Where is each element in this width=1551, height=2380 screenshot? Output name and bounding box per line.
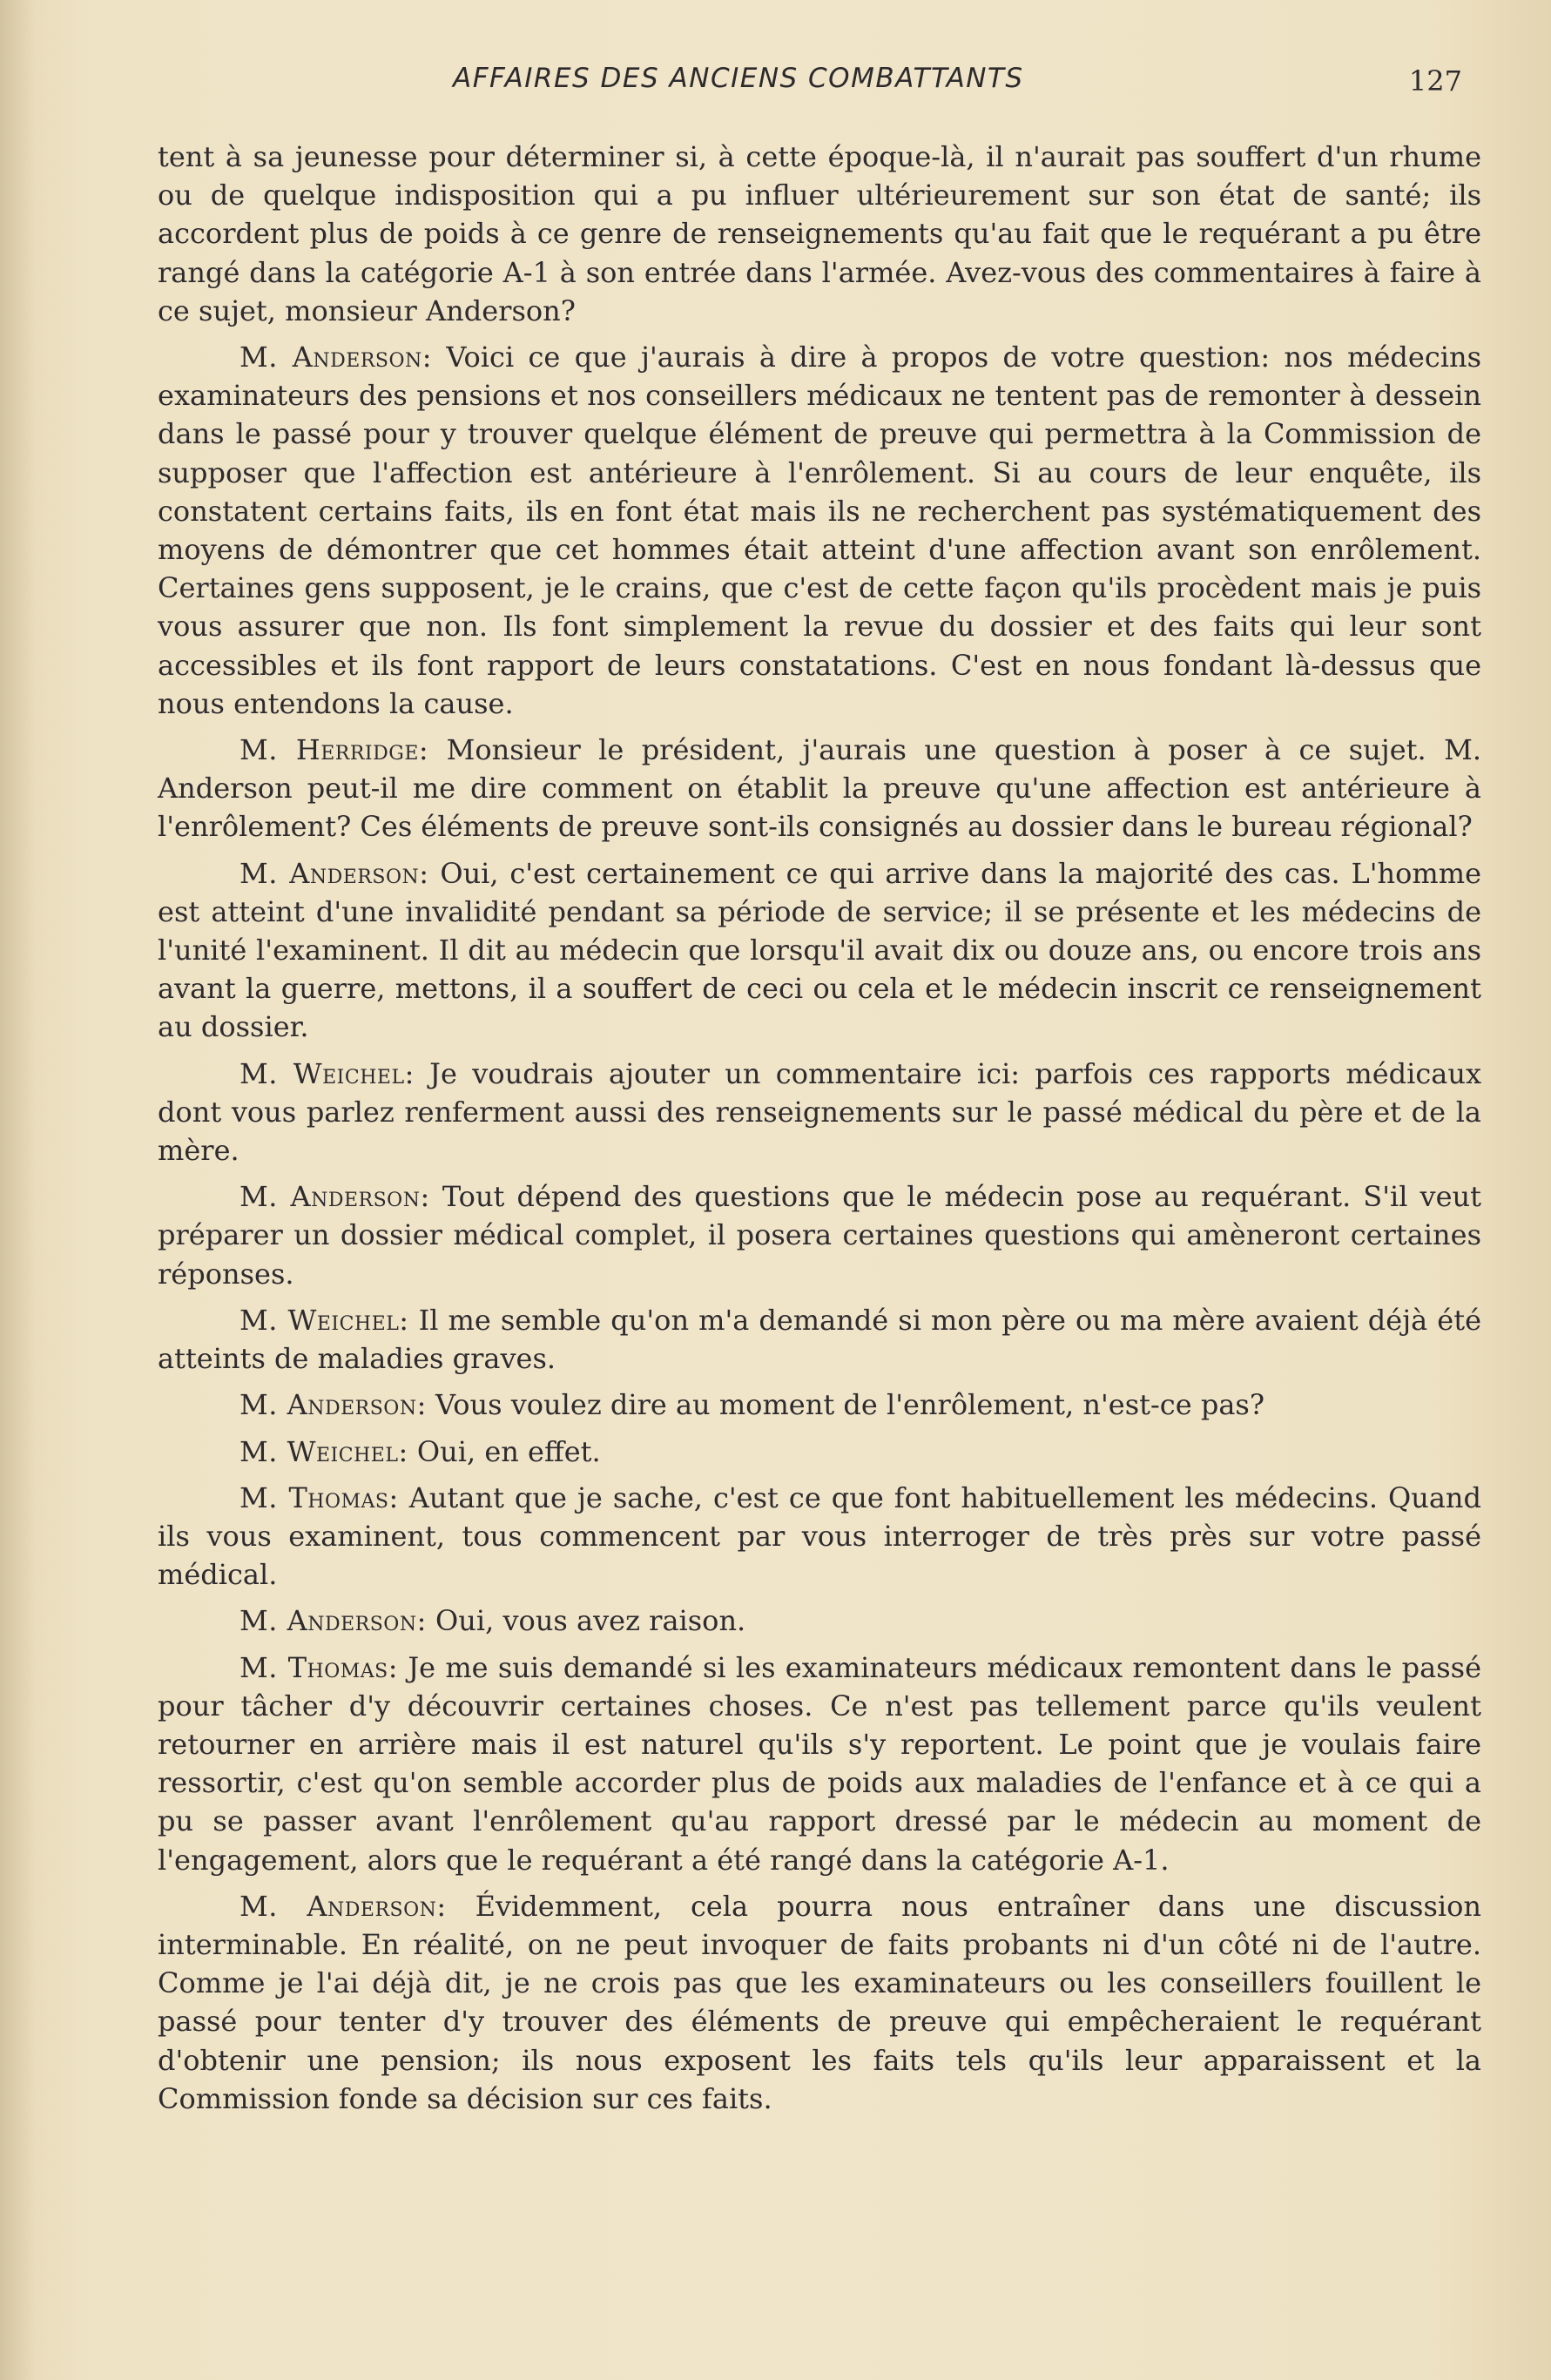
speaker-name: M. Weichel:	[239, 1303, 409, 1337]
paragraph	[158, 854, 1481, 1047]
paragraph	[158, 1177, 1481, 1293]
speaker-name: M. Anderson:	[239, 1604, 427, 1638]
paragraph	[158, 1479, 1481, 1595]
speaker-name: M. Anderson:	[239, 1889, 447, 1923]
speaker-name: M. Anderson:	[239, 1388, 427, 1422]
speaker-name: M. Anderson:	[239, 1180, 430, 1214]
paragraph	[158, 138, 1481, 330]
paragraph-text: Tout dépend des questions que le médecin pose au requérant. S'il veut préparer un dossier médical complet, il posera certaines questions qui amèneront certaines réponses.	[158, 1180, 1482, 1291]
paragraph	[158, 1601, 1481, 1640]
paragraph	[158, 338, 1481, 723]
paragraph-text: Oui, vous avez raison.	[435, 1604, 746, 1638]
speaker-name: M. Anderson:	[239, 340, 433, 374]
speaker-name: M. Weichel:	[239, 1434, 408, 1468]
speaker-name: M. Thomas:	[239, 1480, 399, 1514]
page-edge-shadow	[0, 0, 35, 2380]
paragraph	[158, 1433, 1481, 1471]
paragraph-text: Oui, en effet.	[416, 1434, 601, 1468]
speaker-name: M. Herridge:	[239, 733, 429, 767]
paragraph-text: Je voudrais ajouter un commentaire ici: parfois ces rapports médicaux dont vous parlez renferment aussi des renseignements sur le passé médical du père et de la mère.	[158, 1056, 1482, 1168]
paragraph	[158, 1386, 1481, 1424]
speaker-name: M. Anderson:	[239, 856, 429, 890]
paragraph-text: Oui, c'est certainement ce qui arrive dans la majorité des cas. L'homme est atteint d'une invalidité pendant sa période de service; il se présente et les médecins de l'unité l'examinent. Il dit au médecin que lorsqu'il avait dix ou douze ans, ou encore trois ans avant la guerre, mettons, il a souffert de ceci ou cela et le médecin inscrit ce renseignement au dossier.	[158, 856, 1482, 1044]
paragraph	[158, 1648, 1481, 1879]
page-number: 127	[1408, 64, 1462, 98]
paragraph-text: Voici ce que j'aurais à dire à propos de votre question: nos médecins examinateurs des pensions et nos conseillers médicaux ne tentent pas de remonter à dessein dans le passé pour y trouver quelque élément de preuve qui permettra à la Commission de supposer que l'affection est antérieure à l'enrôlement. Si au cours de leur enquête, ils constatent certains faits, ils en font état mais ils ne recherchent pas systématiquement des moyens de démontrer que cet hommes était atteint d'une affection avant son enrôlement. Certaines gens supposent, je le crains, que c'est de cette façon qu'ils procèdent mais je puis vous assurer que non. Ils font simplement la revue du dossier et des faits qui leur sont accessibles et ils font rapport de leurs constatations. C'est en nous fondant là-dessus que nous entendons la cause.	[158, 340, 1482, 720]
paragraph	[158, 1055, 1481, 1170]
paragraph	[158, 1301, 1481, 1378]
body-text	[158, 138, 1481, 2126]
paragraph-text: Monsieur le président, j'aurais une question à poser à ce sujet. M. Anderson peut-il me dire comment on établit la preuve qu'une affection est antérieure à l'enrôlement? Ces éléments de preuve sont-ils consignés au dossier dans le bureau régional?	[158, 733, 1482, 844]
paragraph-text: Je me suis demandé si les examinateurs médicaux remontent dans le passé pour tâcher d'y découvrir certaines choses. Ce n'est pas tellement parce qu'ils veulent retourner en arrière mais il est naturel qu'ils s'y reportent. Le point que je voulais faire ressortir, c'est qu'on semble accorder plus de poids aux maladies de l'enfance et à ce qui a pu se passer avant l'enrôlement qu'au rapport dressé par le médecin au moment de l'engagement, alors que le requérant a été rangé dans la catégorie A-1.	[158, 1650, 1482, 1877]
paragraph-text: Il me semble qu'on m'a demandé si mon père ou ma mère avaient déjà été atteints de maladies graves.	[158, 1303, 1482, 1376]
paragraph	[158, 1887, 1481, 2118]
paragraph-text: tent à sa jeunesse pour déterminer si, à cette époque-là, il n'aurait pas souffert d'un rhume ou de quelque indisposition qui a pu influer ultérieurement sur son état de santé; ils accordent plus de poids à ce genre de renseignements qu'au fait que le requérant a pu être rangé dans la catégorie A-1 à son entrée dans l'armée. Avez-vous des commentaires à faire à ce sujet, monsieur Anderson?	[158, 140, 1481, 327]
running-title: AFFAIRES DES ANCIENS COMBATTANTS	[453, 63, 1024, 94]
paragraph	[158, 731, 1481, 846]
paragraph-text: Vous voulez dire au moment de l'enrôlement, n'est-ce pas?	[435, 1388, 1264, 1422]
speaker-name: M. Thomas:	[239, 1650, 399, 1684]
paragraph-text: Autant que je sache, c'est ce que font habituellement les médecins. Quand ils vous examinent, tous commencent par vous interroger de très près sur votre passé médical.	[158, 1480, 1482, 1592]
page-header	[157, 63, 1467, 115]
speaker-name: M. Weichel:	[239, 1056, 415, 1090]
paragraph-text: Évidemment, cela pourra nous entraîner dans une discussion interminable. En réalité, on ne peut invoquer de faits probants ni d'un côté ni de l'autre. Comme je l'ai déjà dit, je ne crois pas que les examinateurs ou les conseillers fouillent le passé pour tenter d'y trouver des éléments de preuve qui empêcheraient le requérant d'obtenir une pension; ils nous exposent les faits tels qu'ils leur apparaissent et la Commission fonde sa décision sur ces faits.	[158, 1889, 1482, 2115]
